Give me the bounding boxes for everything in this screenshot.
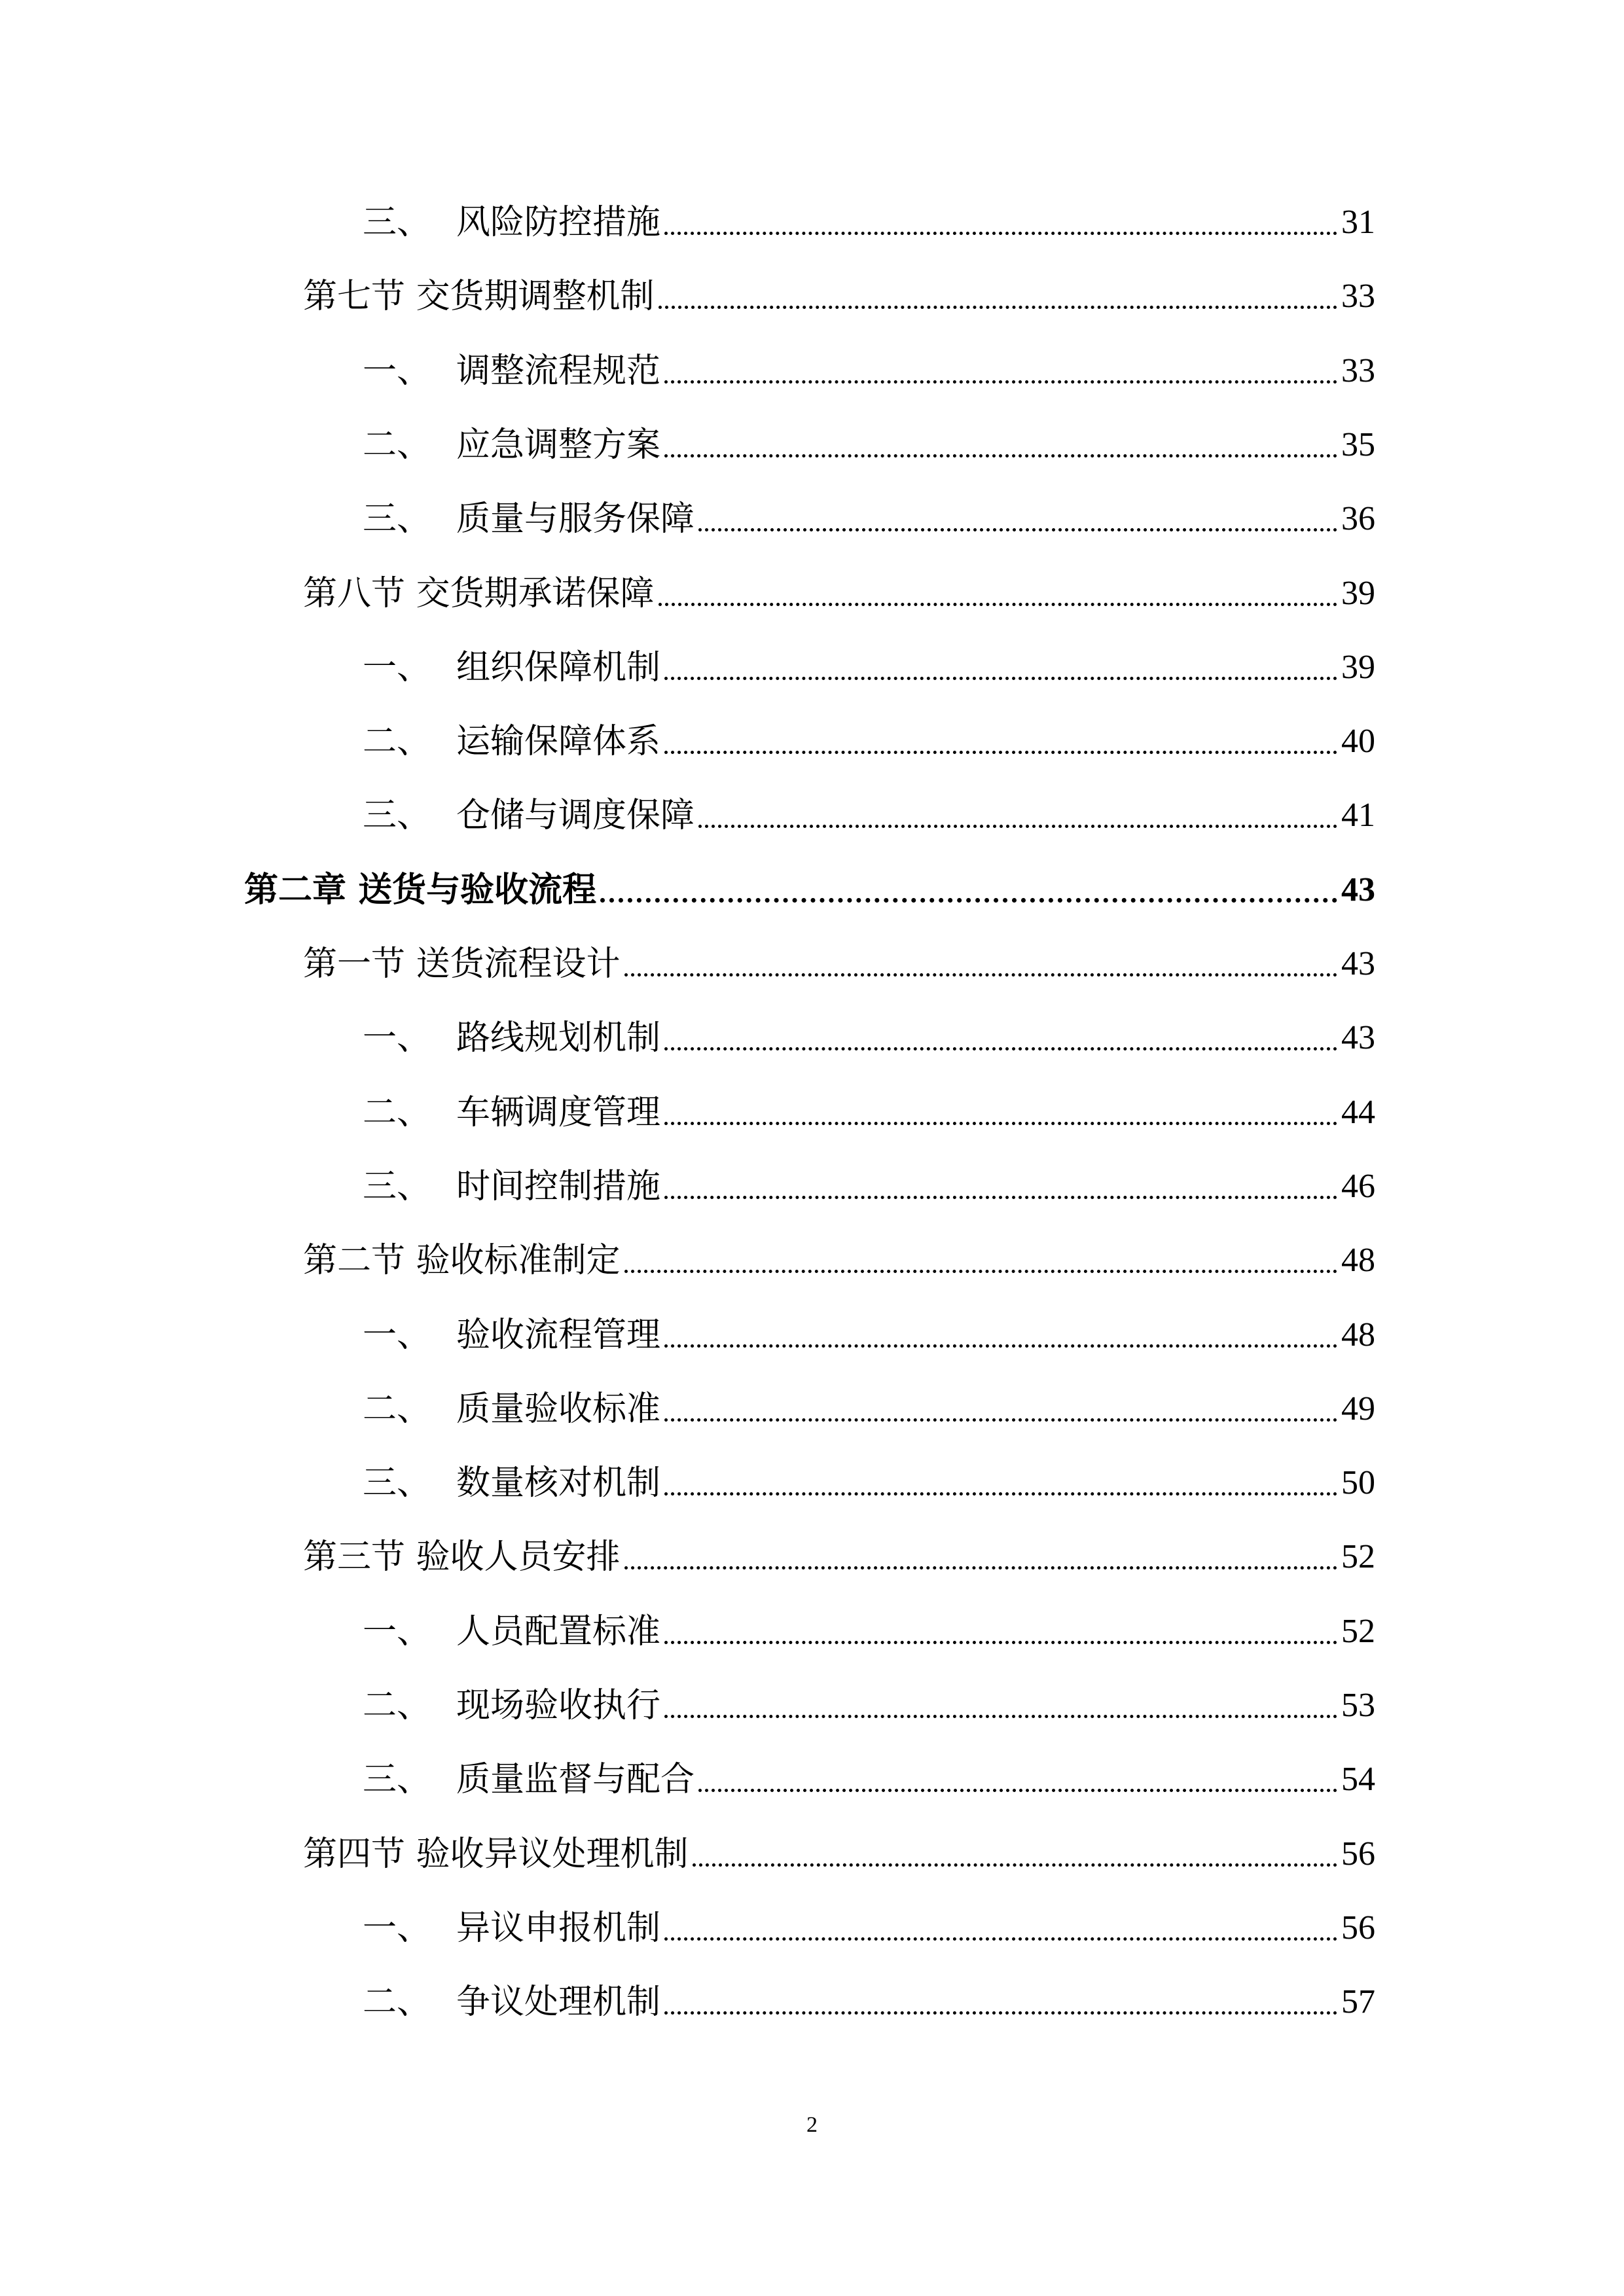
toc-entry[interactable] bbox=[363, 1015, 1375, 1061]
dot-leader bbox=[664, 454, 1337, 457]
toc-entry-title: 数量核对机制 bbox=[456, 1463, 661, 1503]
toc-entry[interactable] bbox=[363, 1683, 1375, 1729]
toc-entry-page: 40 bbox=[1341, 723, 1375, 761]
toc-entry-page: 50 bbox=[1341, 1464, 1375, 1502]
toc-entry-title: 质量验收标准 bbox=[456, 1389, 661, 1429]
toc-entry-page: 35 bbox=[1341, 425, 1375, 463]
toc-entry-number: 第八节 bbox=[303, 573, 406, 613]
toc-entry-page: 43 bbox=[1341, 1019, 1375, 1057]
toc-entry-title: 调整流程规范 bbox=[456, 351, 661, 391]
toc-entry-page: 41 bbox=[1341, 797, 1375, 834]
toc-entry-number: 一、 bbox=[363, 1315, 431, 1355]
toc-entry[interactable] bbox=[363, 422, 1375, 468]
toc-entry[interactable] bbox=[363, 1979, 1375, 2025]
toc-entry-title: 车辆调度管理 bbox=[456, 1092, 661, 1132]
toc-entry-page: 48 bbox=[1341, 1316, 1375, 1354]
toc-entry-number: 二、 bbox=[363, 425, 431, 465]
dot-leader bbox=[624, 973, 1337, 977]
toc-entry-title: 验收标准制定 bbox=[416, 1241, 621, 1281]
dot-leader bbox=[664, 677, 1337, 680]
toc-entry-title: 应急调整方案 bbox=[456, 425, 661, 465]
dot-leader bbox=[664, 1715, 1337, 1718]
dot-leader bbox=[664, 1641, 1337, 1644]
dot-leader bbox=[624, 1270, 1337, 1273]
toc-entry-number: 一、 bbox=[363, 351, 431, 391]
toc-entry[interactable] bbox=[363, 1164, 1375, 1210]
toc-entry-number: 第二节 bbox=[303, 1241, 406, 1281]
toc-entry-title: 验收流程管理 bbox=[456, 1315, 661, 1355]
toc-entry[interactable] bbox=[244, 867, 1375, 913]
dot-leader bbox=[664, 1122, 1337, 1125]
toc-entry[interactable] bbox=[363, 645, 1375, 691]
toc-entry-title: 组织保障机制 bbox=[456, 647, 661, 687]
toc-entry[interactable] bbox=[303, 941, 1375, 987]
toc-entry-number: 三、 bbox=[363, 796, 431, 836]
toc-entry-number: 第三节 bbox=[303, 1537, 406, 1577]
dot-leader bbox=[664, 1492, 1337, 1496]
toc-entry-title: 送货与验收流程 bbox=[358, 869, 597, 910]
toc-entry-title: 验收人员安排 bbox=[416, 1537, 621, 1577]
toc-entry-page: 33 bbox=[1341, 278, 1375, 315]
toc-entry[interactable] bbox=[363, 348, 1375, 394]
toc-entry-number: 二、 bbox=[363, 1389, 431, 1429]
toc-entry-number: 二、 bbox=[363, 722, 431, 762]
dot-leader bbox=[600, 898, 1337, 903]
toc-entry-title: 争议处理机制 bbox=[456, 1982, 661, 2022]
toc-entry-page: 54 bbox=[1341, 1761, 1375, 1799]
toc-entry[interactable] bbox=[303, 1831, 1375, 1877]
toc-entry[interactable] bbox=[363, 1757, 1375, 1803]
dot-leader bbox=[664, 1344, 1337, 1348]
toc-entry[interactable] bbox=[363, 1905, 1375, 1951]
toc-entry[interactable] bbox=[363, 200, 1375, 245]
dot-leader bbox=[693, 1863, 1337, 1867]
toc-entry-title: 时间控制措施 bbox=[456, 1166, 661, 1206]
toc-entry-page: 53 bbox=[1341, 1687, 1375, 1724]
toc-entry-number: 一、 bbox=[363, 647, 431, 687]
toc-entry-page: 33 bbox=[1341, 351, 1375, 389]
toc-entry-page: 36 bbox=[1341, 500, 1375, 538]
toc-entry[interactable] bbox=[303, 274, 1375, 319]
toc-entry-page: 39 bbox=[1341, 648, 1375, 686]
toc-entry-number: 第四节 bbox=[303, 1834, 406, 1874]
toc-entry-page: 48 bbox=[1341, 1242, 1375, 1280]
dot-leader bbox=[664, 1047, 1337, 1050]
toc-entry[interactable] bbox=[363, 1609, 1375, 1655]
toc-entry-page: 56 bbox=[1341, 1835, 1375, 1873]
toc-entry-number: 第二章 bbox=[244, 869, 347, 910]
toc-entry-page: 43 bbox=[1341, 870, 1375, 908]
toc-entry-title: 送货流程设计 bbox=[416, 944, 621, 984]
toc-entry[interactable] bbox=[363, 793, 1375, 838]
toc-entry-page: 43 bbox=[1341, 945, 1375, 982]
toc-entry-page: 52 bbox=[1341, 1538, 1375, 1576]
toc-entry-number: 一、 bbox=[363, 1611, 431, 1651]
toc-entry-title: 运输保障体系 bbox=[456, 722, 661, 762]
toc-entry-page: 44 bbox=[1341, 1093, 1375, 1131]
toc-entry-page: 39 bbox=[1341, 574, 1375, 612]
page-number: 2 bbox=[806, 2113, 818, 2137]
toc-entry-number: 第一节 bbox=[303, 944, 406, 984]
toc-entry[interactable] bbox=[363, 496, 1375, 542]
toc-entry-page: 49 bbox=[1341, 1390, 1375, 1427]
toc-entry-number: 二、 bbox=[363, 1982, 431, 2022]
toc-entry-number: 三、 bbox=[363, 499, 431, 539]
toc-entry-number: 一、 bbox=[363, 1018, 431, 1058]
dot-leader bbox=[664, 751, 1337, 754]
toc-entry-page: 31 bbox=[1341, 204, 1375, 241]
dot-leader bbox=[698, 825, 1337, 828]
toc-entry-title: 异议申报机制 bbox=[456, 1908, 661, 1948]
dot-leader bbox=[624, 1566, 1337, 1570]
toc-entry-title: 质量与服务保障 bbox=[456, 499, 695, 539]
toc-entry-title: 人员配置标准 bbox=[456, 1611, 661, 1651]
toc-entry-title: 路线规划机制 bbox=[456, 1018, 661, 1058]
toc-entry-number: 一、 bbox=[363, 1908, 431, 1948]
toc-entry-title: 验收异议处理机制 bbox=[416, 1834, 689, 1874]
toc-entry[interactable] bbox=[303, 1238, 1375, 1283]
toc-entry-page: 56 bbox=[1341, 1909, 1375, 1946]
toc-entry[interactable] bbox=[363, 1386, 1375, 1432]
toc-entry[interactable] bbox=[363, 1090, 1375, 1136]
toc-entry[interactable] bbox=[363, 1312, 1375, 1358]
toc-entry-page: 52 bbox=[1341, 1612, 1375, 1650]
toc-entry[interactable] bbox=[303, 571, 1375, 617]
toc-entry-number: 三、 bbox=[363, 1760, 431, 1800]
dot-leader bbox=[698, 1789, 1337, 1792]
toc-entry-page: 57 bbox=[1341, 1983, 1375, 2021]
dot-leader bbox=[664, 232, 1337, 235]
toc-entry-title: 质量监督与配合 bbox=[456, 1760, 695, 1800]
toc-entry-page: 46 bbox=[1341, 1167, 1375, 1205]
toc-entry-number: 二、 bbox=[363, 1092, 431, 1132]
toc-entry-title: 交货期调整机制 bbox=[416, 277, 655, 317]
dot-leader bbox=[659, 603, 1337, 606]
toc-entry-title: 现场验收执行 bbox=[456, 1686, 661, 1725]
toc-entry-number: 二、 bbox=[363, 1686, 431, 1725]
toc-entry[interactable] bbox=[303, 1534, 1375, 1580]
toc-entry-title: 仓储与调度保障 bbox=[456, 796, 695, 836]
dot-leader bbox=[698, 528, 1337, 531]
dot-leader bbox=[659, 306, 1337, 309]
dot-leader bbox=[664, 1418, 1337, 1422]
toc-entry-title: 风险防控措施 bbox=[456, 203, 661, 242]
toc-entry-number: 第七节 bbox=[303, 277, 406, 317]
dot-leader bbox=[664, 380, 1337, 384]
toc-entry[interactable] bbox=[363, 1460, 1375, 1506]
toc-entry-number: 三、 bbox=[363, 203, 431, 242]
toc-entry[interactable] bbox=[363, 719, 1375, 764]
dot-leader bbox=[664, 1196, 1337, 1199]
dot-leader bbox=[664, 2011, 1337, 2015]
toc-entry-number: 三、 bbox=[363, 1463, 431, 1503]
toc-entry-title: 交货期承诺保障 bbox=[416, 573, 655, 613]
toc-entry-number: 三、 bbox=[363, 1166, 431, 1206]
dot-leader bbox=[664, 1937, 1337, 1941]
